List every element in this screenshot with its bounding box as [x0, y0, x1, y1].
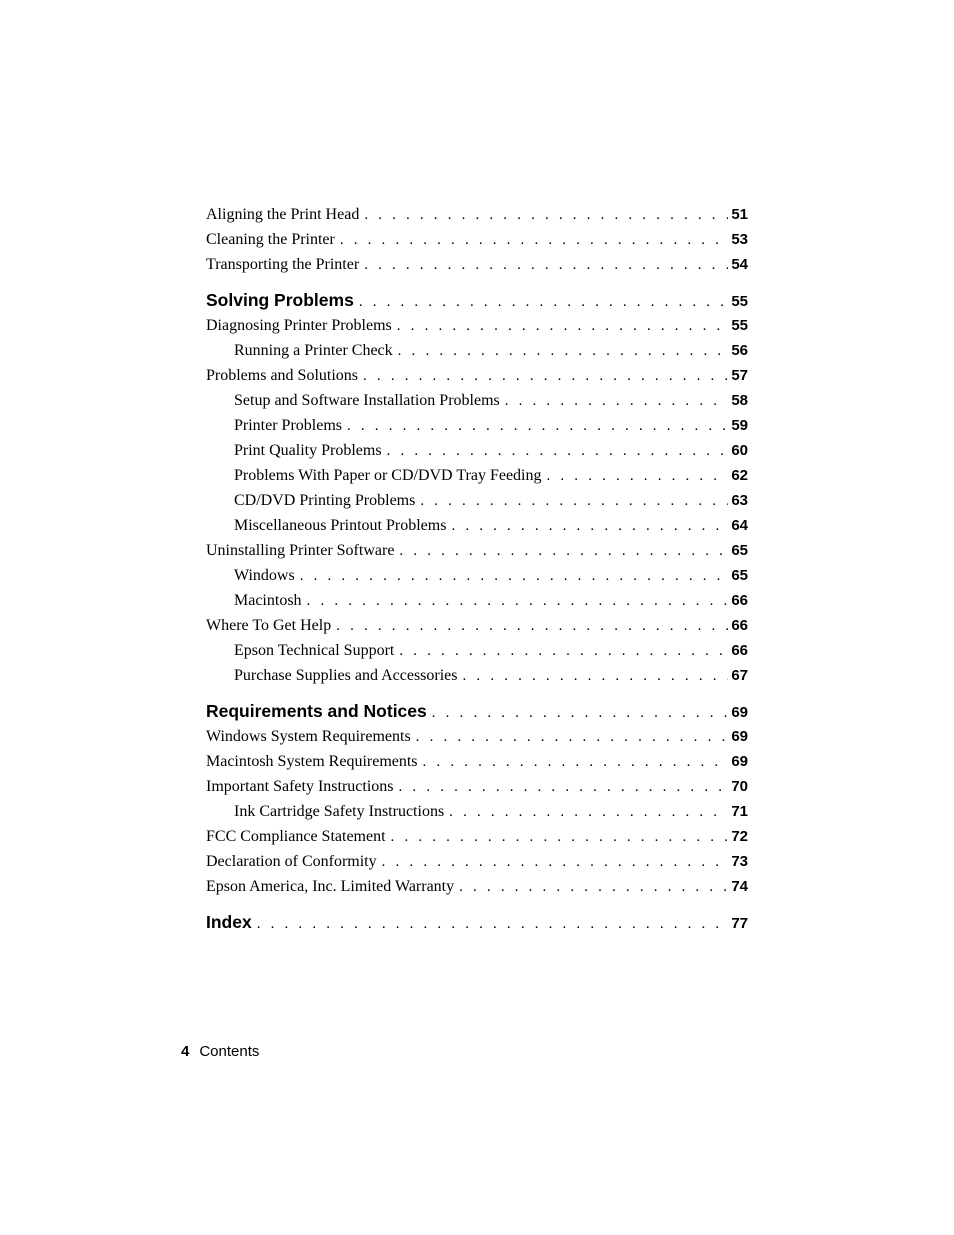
dot-leader [382, 439, 728, 463]
dot-leader [252, 911, 728, 935]
toc-entry-page-number: 64 [731, 517, 748, 534]
toc-entry[interactable] [206, 488, 748, 513]
toc-entry-label: Ink Cartridge Safety Instructions [234, 803, 445, 820]
toc-entry[interactable] [206, 874, 748, 899]
toc-entry-page-number: 71 [731, 803, 748, 820]
toc-entry-page-number: 66 [731, 617, 748, 634]
toc-entry[interactable] [206, 638, 748, 663]
toc-entry-page-number: 72 [731, 828, 748, 845]
dot-leader [331, 614, 728, 638]
toc-entry[interactable] [206, 388, 748, 413]
toc-entry[interactable] [206, 363, 748, 388]
dot-leader [359, 253, 728, 277]
toc-entry[interactable] [206, 849, 748, 874]
dot-leader [542, 464, 729, 488]
toc-entry-label: Transporting the Printer [206, 256, 360, 273]
dot-leader [394, 539, 728, 563]
toc-entry[interactable] [206, 613, 748, 638]
dot-leader [358, 364, 728, 388]
toc-entry[interactable] [206, 663, 748, 688]
dot-leader [411, 725, 728, 749]
dot-leader [354, 289, 728, 313]
toc-entry[interactable] [206, 313, 748, 338]
toc-entry-page-number: 59 [731, 417, 748, 434]
toc-entry[interactable] [206, 513, 748, 538]
toc-entry-label: FCC Compliance Statement [206, 828, 386, 845]
dot-leader [393, 339, 728, 363]
toc-entry-page-number: 70 [731, 778, 748, 795]
toc-entry[interactable] [206, 413, 748, 438]
toc-chapter-entry[interactable] [206, 698, 748, 724]
toc-entry-page-number: 60 [731, 442, 748, 459]
toc-entry-page-number: 66 [731, 592, 748, 609]
toc-chapter-entry[interactable] [206, 287, 748, 313]
toc-entry[interactable] [206, 563, 748, 588]
dot-leader [335, 228, 728, 252]
toc-entry-page-number: 57 [731, 367, 748, 384]
dot-leader [342, 414, 728, 438]
toc-entry-label: Macintosh System Requirements [206, 753, 418, 770]
toc-entry-label: Problems With Paper or CD/DVD Tray Feeding [234, 467, 542, 484]
toc-entry-page-number: 51 [731, 206, 748, 223]
toc-entry-label: Epson America, Inc. Limited Warranty [206, 878, 455, 895]
toc-entry-page-number: 65 [731, 567, 748, 584]
toc-entry[interactable] [206, 749, 748, 774]
toc-entry-label: Purchase Supplies and Accessories [234, 667, 458, 684]
toc-entry-page-number: 65 [731, 542, 748, 559]
toc-entry-label: Declaration of Conformity [206, 853, 377, 870]
dot-leader [394, 639, 728, 663]
toc-entry[interactable] [206, 538, 748, 563]
dot-leader [377, 850, 728, 874]
dot-leader [454, 875, 728, 899]
dot-leader [386, 825, 728, 849]
toc-entry-label: Windows System Requirements [206, 728, 411, 745]
dot-leader [302, 589, 728, 613]
toc-entry-label: Solving Problems [206, 290, 354, 310]
dot-leader [295, 564, 728, 588]
toc-entry[interactable] [206, 824, 748, 849]
toc-entry-label: Aligning the Print Head [206, 206, 360, 223]
toc-chapter-entry[interactable] [206, 909, 748, 935]
dot-leader [359, 203, 728, 227]
dot-leader [392, 314, 728, 338]
toc-entry-page-number: 73 [731, 853, 748, 870]
toc-entry[interactable] [206, 438, 748, 463]
page-footer [181, 1042, 259, 1062]
toc-entry-label: Important Safety Instructions [206, 778, 394, 795]
toc-entry-page-number: 74 [731, 878, 748, 895]
dot-leader [418, 750, 728, 774]
toc-entry-label: Uninstalling Printer Software [206, 542, 395, 559]
dot-leader [446, 514, 728, 538]
toc-entry-page-number: 55 [731, 293, 748, 310]
toc-entry-label: Windows [234, 567, 295, 584]
toc-entry[interactable] [206, 774, 748, 799]
toc-entry-label: Running a Printer Check [234, 342, 393, 359]
dot-leader [427, 700, 728, 724]
dot-leader [415, 489, 728, 513]
dot-leader [394, 775, 728, 799]
toc-entry[interactable] [206, 588, 748, 613]
toc-entry-label: Requirements and Notices [206, 701, 427, 721]
toc-entry[interactable] [206, 799, 748, 824]
toc-entry-page-number: 56 [731, 342, 748, 359]
toc-entry-label: Cleaning the Printer [206, 231, 335, 248]
toc-entry[interactable] [206, 463, 748, 488]
toc-entry-label: Problems and Solutions [206, 367, 359, 384]
toc-entry-page-number: 63 [731, 492, 748, 509]
toc-entry-label: Epson Technical Support [234, 642, 395, 659]
dot-leader [444, 800, 728, 824]
toc-entry-page-number: 69 [731, 753, 748, 770]
toc-entry-page-number: 67 [731, 667, 748, 684]
dot-leader [458, 664, 728, 688]
toc-entry-page-number: 54 [731, 256, 748, 273]
dot-leader [500, 389, 728, 413]
toc-entry-page-number: 69 [731, 728, 748, 745]
toc-entry-label: Where To Get Help [206, 617, 332, 634]
toc-entry[interactable] [206, 724, 748, 749]
toc-entry-label: Setup and Software Installation Problems [234, 392, 500, 409]
footer-section-title: Contents [199, 1043, 260, 1060]
toc-entry-label: Macintosh [234, 592, 302, 609]
toc-entry-page-number: 69 [731, 704, 748, 721]
toc-entry-page-number: 55 [731, 317, 748, 334]
toc-entry[interactable] [206, 202, 748, 227]
toc-entry[interactable] [206, 252, 748, 277]
toc-entry-label: Print Quality Problems [234, 442, 382, 459]
toc-entry-page-number: 58 [731, 392, 748, 409]
footer-page-number: 4 [181, 1043, 190, 1060]
toc-entry-page-number: 53 [731, 231, 748, 248]
toc-entry-page-number: 77 [731, 915, 748, 932]
table-of-contents [206, 202, 748, 935]
toc-entry-page-number: 62 [731, 467, 748, 484]
toc-entry-page-number: 66 [731, 642, 748, 659]
toc-entry-label: Miscellaneous Printout Problems [234, 517, 447, 534]
toc-entry[interactable] [206, 338, 748, 363]
toc-entry-label: Printer Problems [234, 417, 342, 434]
toc-entry[interactable] [206, 227, 748, 252]
toc-entry-label: CD/DVD Printing Problems [234, 492, 416, 509]
toc-entry-label: Index [206, 912, 252, 932]
toc-entry-label: Diagnosing Printer Problems [206, 317, 392, 334]
